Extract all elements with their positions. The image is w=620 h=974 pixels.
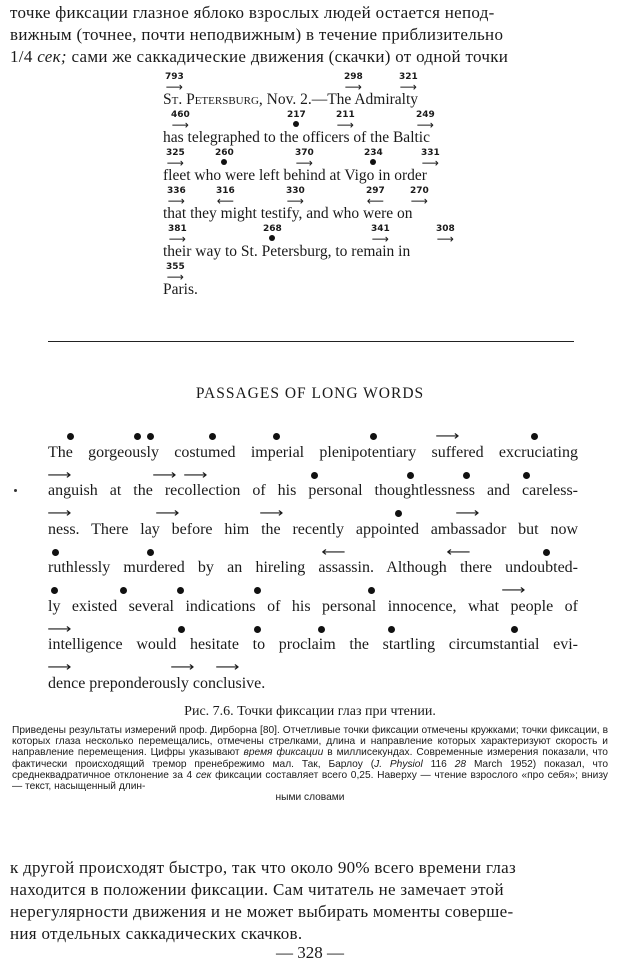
fixation-arrow: 298 ⟶ bbox=[344, 72, 363, 94]
fixation-arrow: 325 ⟶ bbox=[166, 148, 185, 170]
fixation-dot bbox=[147, 433, 154, 440]
fixation-dot bbox=[311, 472, 318, 479]
fixation-dot bbox=[178, 626, 185, 633]
fixation-arrow: 370 ⟶ bbox=[295, 148, 314, 170]
specimen-row bbox=[163, 149, 483, 187]
fixation-dot bbox=[254, 626, 261, 633]
fixation-dot bbox=[120, 587, 127, 594]
fixation-dot bbox=[67, 433, 74, 440]
fixation-arrow: ⟶ bbox=[47, 621, 72, 637]
specimen-row bbox=[48, 541, 578, 580]
specimen-row bbox=[48, 618, 578, 657]
fixation-arrow: ⟶ bbox=[183, 467, 208, 483]
fixation-arrow: 308 ⟶ bbox=[436, 224, 455, 246]
fixation-dot bbox=[134, 433, 141, 440]
fixation-arrow: ⟶ bbox=[47, 660, 72, 675]
fixation-arrow: 381 ⟶ bbox=[168, 224, 187, 246]
text-line: находится в положении фиксации. Сам читатель не замечает этой bbox=[10, 880, 504, 899]
fixation-arrow-left: ⟵ bbox=[446, 544, 471, 560]
fixation-arrow: 460 ⟶ bbox=[171, 110, 190, 132]
fixation-dot bbox=[395, 510, 402, 517]
specimen-line: has telegraphed to the officers of the Baltic bbox=[163, 129, 430, 146]
figure-caption: Рис. 7.6. Точки фиксации глаз при чтении. bbox=[184, 704, 436, 719]
top-paragraph bbox=[10, 2, 615, 68]
fixation-dot: 234 bbox=[364, 149, 383, 165]
specimen-row bbox=[163, 263, 483, 301]
fixation-dot bbox=[388, 626, 395, 633]
text-line: вижным (точнее, почти неподвижным) в течение приблизительно bbox=[10, 25, 504, 44]
specimen-row bbox=[48, 579, 578, 618]
fixation-dot: 217 bbox=[287, 111, 306, 127]
fixation-arrow: ⟶ bbox=[47, 506, 72, 521]
specimen-line: ly existed several indications of his personal innocence, what people of bbox=[48, 597, 578, 615]
fixation-arrow-left: 297 ⟵ bbox=[366, 186, 385, 208]
fixation-dot bbox=[254, 587, 261, 594]
specimen-line: St. Petersburg, Nov. 2.—The Admiralty bbox=[163, 91, 419, 108]
specimen-row bbox=[163, 73, 483, 111]
fixation-dot bbox=[463, 472, 470, 479]
caption-note: Приведены результаты измерений проф. Дирборна [80]. Отчетливые точки фиксации отмечены кружками; точки фиксации, в которых глаза несколько перемещались, отмечены стрелками, длина и направление которых характеризуют скорость и направление перемещения. Цифры указывают время фиксации в миллисекундах. Современные измерения показали, что фактически происходящий тремор пренебрежимо мал. Так, Барлоу (J. Physiol 116 28 March 1952) показал, что среднеквадратичное отклонение за 4 сек фиксации составляет всего 0,25. Наверху — чтение взрослого «про себя»; внизу — текст, насыщенный длин- ными словами bbox=[12, 725, 608, 804]
fixation-arrow: 355 ⟶ bbox=[166, 262, 185, 284]
fixation-dot bbox=[52, 549, 59, 556]
fixation-dot bbox=[147, 549, 154, 556]
section-heading: PASSAGES OF LONG WORDS bbox=[195, 385, 425, 402]
fixation-arrow: 249 ⟶ bbox=[416, 110, 435, 132]
text-line: 1/4 сек; сами же саккадические движения (скачки) от одной точки bbox=[10, 47, 509, 66]
fixation-arrow: 321 ⟶ bbox=[399, 72, 418, 94]
fixation-arrow: ⟶ bbox=[47, 467, 72, 483]
specimen-line: dence preponderously conclusive. bbox=[48, 674, 266, 692]
fixation-arrow-left: ⟵ bbox=[321, 544, 346, 560]
specimen-row bbox=[163, 111, 483, 149]
fixation-dot bbox=[407, 472, 414, 479]
specimen-line: The gorgeously costumed imperial plenipotentiary suffered excruciating bbox=[48, 443, 578, 461]
bottom-paragraph bbox=[10, 857, 615, 945]
specimen-line: anguish at the recollection of his personal thoughtlessness and careless- bbox=[48, 482, 578, 499]
specimen-line: that they might testify, and who were on bbox=[163, 205, 413, 222]
specimen-line: ruthlessly murdered by an hireling assassin. Although there undoubted- bbox=[48, 559, 578, 576]
fixation-dot bbox=[370, 433, 377, 440]
fixation-arrow: 336 ⟶ bbox=[167, 186, 186, 208]
fixation-arrow: 331 ⟶ bbox=[421, 148, 440, 170]
fixation-dot bbox=[543, 549, 550, 556]
fixation-arrow: 270 ⟶ bbox=[410, 186, 429, 208]
fixation-dot bbox=[531, 433, 538, 440]
fixation-dot: 260 bbox=[215, 149, 234, 165]
specimen-row bbox=[163, 187, 483, 225]
fixation-dot bbox=[209, 433, 216, 440]
fixation-specimen-1 bbox=[163, 73, 483, 301]
text-line: нерегулярности движения и не может выбирать моменты соверше- bbox=[10, 902, 514, 921]
fixation-arrow: ⟶ bbox=[152, 467, 177, 483]
fixation-dot bbox=[511, 626, 518, 633]
fixation-arrow: ⟶ bbox=[155, 506, 180, 521]
fixation-arrow: ⟶ bbox=[501, 583, 526, 598]
page-number: — 328 — bbox=[276, 943, 344, 962]
fixation-arrow: 211 ⟶ bbox=[336, 110, 355, 132]
fixation-arrow: 793 ⟶ bbox=[165, 72, 184, 94]
specimen-line: Paris. bbox=[163, 281, 198, 298]
specimen-line: ness. There lay before him the recently appointed ambassador but now bbox=[48, 520, 578, 538]
text-line: точке фиксации глазное яблоко взрослых людей остается непод- bbox=[10, 3, 495, 22]
fixation-dot bbox=[318, 626, 325, 633]
fixation-specimen-2 bbox=[48, 425, 578, 695]
fixation-arrow: 330 ⟶ bbox=[286, 186, 305, 208]
fixation-dot bbox=[523, 472, 530, 479]
specimen-row bbox=[48, 425, 578, 464]
text-line: ния отдельных саккадических скачков. bbox=[10, 924, 303, 943]
specimen-line: their way to St. Petersburg, to remain in bbox=[163, 243, 411, 260]
fixation-dot bbox=[368, 587, 375, 594]
specimen-line: intelligence would hesitate to proclaim the startling circumstantial evi- bbox=[48, 636, 578, 653]
print-speck bbox=[14, 489, 17, 492]
fixation-arrow: 341 ⟶ bbox=[371, 224, 390, 246]
specimen-row bbox=[48, 502, 578, 541]
specimen-row bbox=[48, 656, 578, 695]
specimen-line: fleet who were left behind at Vigo in order bbox=[163, 167, 427, 184]
fixation-dot: 268 bbox=[263, 225, 282, 241]
fixation-arrow: ⟶ bbox=[259, 506, 284, 521]
fixation-dot bbox=[177, 587, 184, 594]
fixation-arrow: ⟶ bbox=[215, 660, 240, 675]
fixation-arrow: ⟶ bbox=[455, 506, 480, 521]
specimen-row bbox=[163, 225, 483, 263]
fixation-arrow: ⟶ bbox=[170, 660, 195, 675]
fixation-dot bbox=[51, 587, 58, 594]
fixation-arrow: ⟶ bbox=[435, 429, 460, 444]
specimen-row bbox=[48, 464, 578, 503]
fixation-dot bbox=[273, 433, 280, 440]
divider bbox=[48, 341, 574, 342]
fixation-arrow-left: 316 ⟵ bbox=[216, 186, 235, 208]
text-line: к другой происходят быстро, так что около 90% всего времени глаз bbox=[10, 858, 517, 877]
